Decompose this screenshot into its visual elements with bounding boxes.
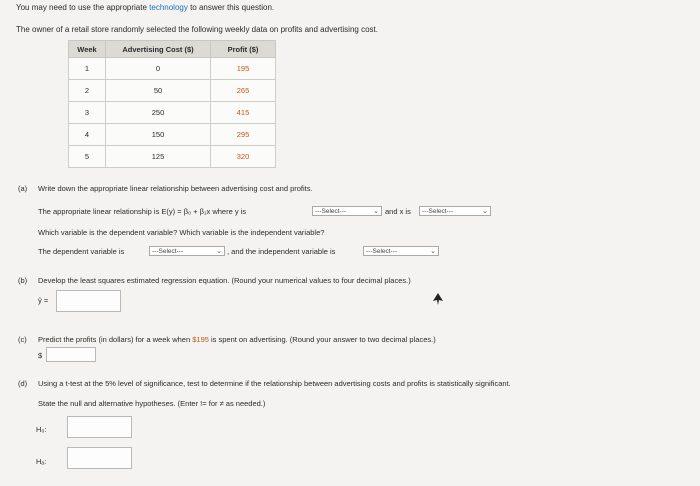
alternative-hypothesis-input[interactable]	[67, 447, 132, 469]
header-week: Week	[69, 41, 106, 58]
profit-prediction-input[interactable]	[46, 347, 96, 362]
part-a-prompt: Write down the appropriate linear relationship between advertising cost and profits.	[38, 184, 313, 193]
table-header-row	[69, 41, 276, 58]
part-c-prompt-end: is spent on advertising. (Round your answer to two decimal places.)	[208, 335, 436, 344]
table-row	[69, 80, 276, 102]
dependent-text: The dependent variable is	[38, 247, 125, 256]
y-variable-select[interactable]	[312, 206, 382, 216]
intro-text-end: to answer this question.	[187, 3, 275, 12]
part-c-prompt	[38, 335, 436, 344]
regression-equation-input[interactable]	[56, 290, 121, 312]
data-table	[68, 40, 276, 168]
part-d-prompt: Using a t-test at the 5% level of significance, test to determine if the relationship between advertising costs and profits is statistically significant.	[38, 379, 511, 388]
header-profit: Profit ($)	[211, 41, 276, 58]
independent-select-value: ---Select---	[366, 248, 398, 255]
table-row	[69, 102, 276, 124]
cell-week: 2	[69, 80, 106, 102]
and-x-is-text: and x is	[385, 207, 411, 216]
x-select-value: ---Select---	[422, 208, 454, 215]
cell-week: 4	[69, 124, 106, 146]
chevron-down-icon: ⌄	[373, 208, 379, 215]
null-hypothesis-input[interactable]	[67, 416, 132, 438]
cell-cost: 150	[106, 124, 211, 146]
table-row	[69, 58, 276, 80]
cell-profit: 320	[211, 146, 276, 168]
part-b-label: (b)	[18, 276, 28, 285]
dependent-select-value: ---Select---	[152, 248, 184, 255]
advertising-amount: $195	[192, 335, 209, 344]
ha-label: Hₐ:	[36, 457, 47, 466]
technology-link[interactable]: technology	[149, 3, 188, 12]
y-select-value: ---Select---	[315, 208, 347, 215]
chevron-down-icon: ⌄	[430, 248, 436, 255]
header-advertising-cost: Advertising Cost ($)	[106, 41, 211, 58]
table-row	[69, 124, 276, 146]
cell-profit: 265	[211, 80, 276, 102]
cell-cost: 125	[106, 146, 211, 168]
chevron-down-icon: ⌄	[482, 208, 488, 215]
cell-week: 3	[69, 102, 106, 124]
mouse-cursor-icon	[433, 293, 443, 305]
table-row	[69, 146, 276, 168]
part-b-prompt: Develop the least squares estimated regression equation. (Round your numerical values to four decimal places.)	[38, 276, 411, 285]
intro-line-1	[16, 3, 274, 12]
yhat-label: ŷ =	[38, 296, 49, 305]
dependent-question: Which variable is the dependent variable? Which variable is the independent variable?	[38, 228, 325, 237]
cell-profit: 415	[211, 102, 276, 124]
cell-profit: 295	[211, 124, 276, 146]
part-c-label: (c)	[18, 335, 27, 344]
independent-text: , and the independent variable is	[227, 247, 336, 256]
dollar-sign: $	[38, 351, 43, 360]
part-a-label: (a)	[18, 184, 28, 193]
dependent-variable-select[interactable]	[149, 246, 225, 256]
part-d-label: (d)	[18, 379, 28, 388]
intro-line-2: The owner of a retail store randomly selected the following weekly data on profits and advertising cost.	[16, 25, 378, 34]
independent-variable-select[interactable]	[363, 246, 439, 256]
cell-week: 1	[69, 58, 106, 80]
cell-profit: 195	[211, 58, 276, 80]
h0-label: H₀:	[36, 425, 47, 434]
cell-cost: 0	[106, 58, 211, 80]
intro-text: You may need to use the appropriate	[16, 3, 150, 12]
cell-cost: 250	[106, 102, 211, 124]
x-variable-select[interactable]	[419, 206, 491, 216]
cell-cost: 50	[106, 80, 211, 102]
cell-week: 5	[69, 146, 106, 168]
relation-text: The appropriate linear relationship is E(y) = β₀ + β₁x where y is	[38, 207, 247, 216]
hypotheses-instruction: State the null and alternative hypotheses. (Enter != for ≠ as needed.)	[38, 399, 266, 408]
chevron-down-icon: ⌄	[216, 248, 222, 255]
part-c-prompt-start: Predict the profits (in dollars) for a week when	[38, 335, 193, 344]
